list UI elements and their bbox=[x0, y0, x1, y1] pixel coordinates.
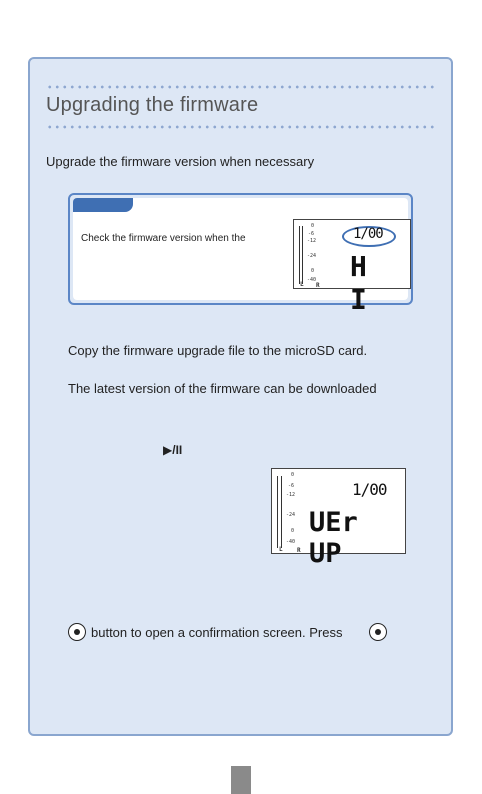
intro-text: Upgrade the firmware version when necessary bbox=[46, 154, 315, 169]
right-channel-label: R bbox=[297, 547, 301, 554]
callout-text: Check the firmware version when the bbox=[81, 233, 246, 244]
right-channel-label: R bbox=[316, 282, 320, 289]
lcd-main-display: UEr UP bbox=[309, 507, 358, 569]
scale-label: 0 bbox=[311, 223, 315, 229]
lcd-upgrade-screen bbox=[271, 468, 406, 569]
confirm-step-text: button to open a confirmation screen. Press bbox=[91, 625, 343, 640]
firmware-check-callout bbox=[68, 193, 413, 316]
page-number-tab bbox=[231, 766, 251, 794]
scale-label: -6 bbox=[288, 483, 295, 489]
scale-label: 0 bbox=[291, 528, 295, 534]
scale-label: -6 bbox=[308, 231, 315, 237]
firmware-version: 1/00 bbox=[352, 480, 387, 499]
level-meter-left bbox=[277, 476, 278, 548]
level-meter-left bbox=[299, 226, 300, 284]
scale-label: -24 bbox=[286, 512, 296, 518]
play-pause-icon: ▶/II bbox=[163, 443, 183, 457]
enter-button-icon bbox=[369, 623, 387, 641]
scale-label: 0 bbox=[311, 268, 315, 274]
lcd-main-display: H I bbox=[350, 250, 371, 316]
callout-tab bbox=[73, 198, 133, 212]
lcd-version-check bbox=[293, 219, 411, 316]
page-title: Upgrading the firmware bbox=[46, 94, 259, 116]
firmware-version: 1/00 bbox=[353, 226, 383, 242]
dotted-rule-top bbox=[46, 85, 438, 89]
download-note-text: The latest version of the firmware can be downloaded bbox=[68, 381, 377, 396]
level-meter-right bbox=[281, 476, 282, 548]
copy-step-text: Copy the firmware upgrade file to the microSD card. bbox=[68, 343, 368, 358]
enter-button-icon bbox=[68, 623, 86, 641]
dotted-rule-bottom bbox=[46, 125, 438, 129]
callout-body bbox=[73, 198, 408, 316]
scale-label: -40 bbox=[307, 277, 317, 283]
left-channel-label: L bbox=[279, 546, 283, 553]
scale-label: -40 bbox=[286, 539, 296, 545]
left-channel-label: L bbox=[300, 281, 304, 288]
scale-label: 0 bbox=[291, 472, 295, 478]
level-meter-right bbox=[302, 226, 303, 284]
scale-label: -12 bbox=[307, 238, 317, 244]
scale-label: -24 bbox=[307, 253, 317, 259]
scale-label: -12 bbox=[286, 492, 296, 498]
